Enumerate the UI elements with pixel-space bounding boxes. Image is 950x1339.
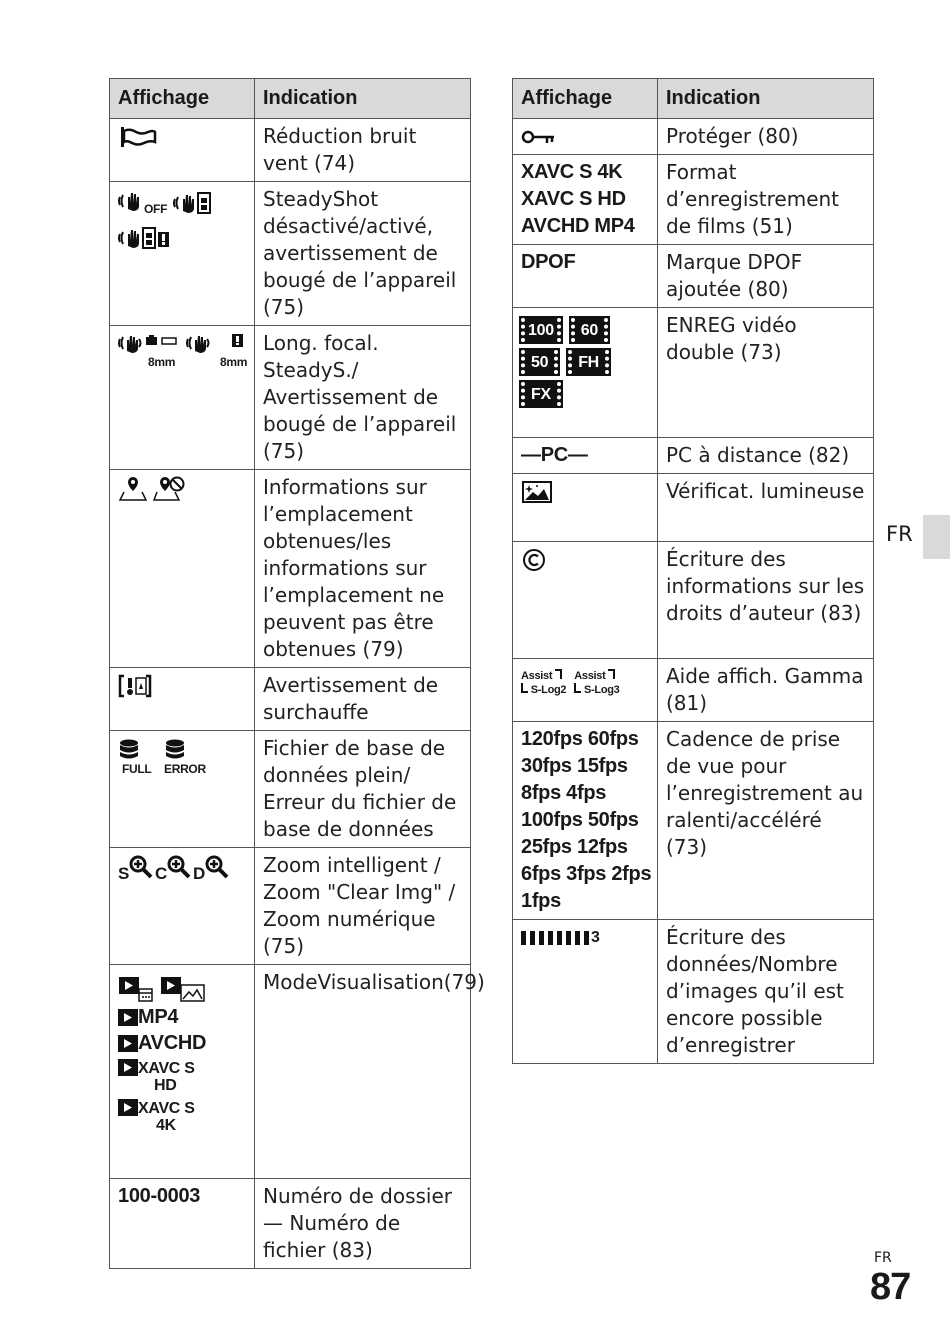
language-tab-label: FR [886, 522, 913, 546]
database-full-label: FULL [122, 762, 152, 776]
overheating-warning-icon [118, 673, 152, 699]
table-row [110, 668, 471, 731]
indication-cell: ModeVisualisation(79) [255, 965, 471, 1179]
display-cell [513, 474, 658, 542]
gamma-assist-slog3-icon [574, 669, 619, 697]
view-mode-xavcs-hd-icon [118, 1059, 248, 1095]
4k-label: 4K [156, 1117, 176, 1134]
table-row [110, 965, 471, 1179]
fps-line: 30fps 15fps [521, 755, 628, 777]
header-display: Affichage [110, 79, 255, 119]
display-cell [110, 182, 255, 326]
dual-rec-100-icon [521, 318, 561, 342]
display-cell: —PC— [513, 438, 658, 474]
format-line: AVCHD MP4 [521, 215, 635, 237]
camera-shake-warning-icon [118, 226, 170, 258]
table-row [513, 438, 874, 474]
format-line: XAVC S HD [521, 188, 626, 210]
location-unavailable-icon [153, 474, 187, 510]
steadyshot-on-icon [173, 191, 213, 223]
display-cell [513, 155, 658, 245]
table-row [110, 1179, 471, 1269]
indication-cell: Aide affich. Gamma (81) [658, 659, 874, 722]
display-cell [110, 668, 255, 731]
dual-rec-60-icon [571, 318, 608, 342]
mp4-label: MP4 [138, 1006, 179, 1028]
table-row [513, 722, 874, 920]
footer-language: FR [874, 1250, 892, 1266]
view-mode-avchd-icon [118, 1033, 248, 1053]
clear-zoom-letter: C [155, 864, 168, 883]
bright-monitoring-icon [521, 479, 555, 505]
table-row [110, 182, 471, 326]
display-cell [110, 848, 255, 965]
fps-line: 8fps 4fps [521, 782, 607, 804]
assist-label: Assist [521, 670, 553, 682]
indication-cell: Avertissement de surchauffe [255, 668, 471, 731]
fps-line: 120fps 60fps [521, 728, 639, 750]
view-mode-xavcs-4k-icon [118, 1099, 248, 1135]
header-display: Affichage [513, 79, 658, 119]
fps-line: 6fps 3fps 2fps [521, 863, 652, 885]
table-row [110, 470, 471, 668]
assist-label-2: Assist [574, 670, 606, 682]
focal-length-warning-label: 8mm [220, 355, 248, 369]
database-full-icon [118, 738, 152, 776]
format-line: XAVC S 4K [521, 161, 623, 183]
table-header-row [513, 79, 874, 119]
steadyshot-off-label: OFF [144, 202, 168, 216]
steadyshot-focal-length-icon [118, 333, 182, 369]
display-cell [513, 542, 658, 659]
display-cell [110, 470, 255, 668]
table-row [513, 542, 874, 659]
dual-rec-fh-icon [568, 350, 609, 374]
display-cell [513, 119, 658, 155]
display-cell: DPOF [513, 245, 658, 308]
table-row [513, 155, 874, 245]
indication-cell: Protéger (80) [658, 119, 874, 155]
indication-cell: Réduction bruit vent (74) [255, 119, 471, 182]
steadyshot-off-icon [118, 189, 167, 223]
xavcs-4k-label: XAVC S [138, 1100, 195, 1117]
fps-line: 100fps 50fps [521, 809, 639, 831]
hd-label: HD [154, 1077, 177, 1094]
dual-rec-fx-icon [521, 382, 561, 406]
digital-zoom-letter: D [193, 864, 206, 883]
display-cell [110, 965, 255, 1179]
indication-cell: Vérificat. lumineuse [658, 474, 874, 542]
indication-cell: Marque DPOF ajoutée (80) [658, 245, 874, 308]
view-mode-mp4-icon [118, 1007, 248, 1027]
indication-cell: Cadence de prise de vue pour l’enregistrement au ralenti/accéléré (73) [658, 722, 874, 920]
xavcs-hd-label: XAVC S [138, 1060, 195, 1077]
indication-cell: ENREG vidéo double (73) [658, 308, 874, 438]
location-info-icon [118, 474, 148, 510]
dual-rec-50-label: 50 [531, 353, 549, 371]
header-indication: Indication [658, 79, 874, 119]
fps-line: 1fps [521, 890, 561, 912]
smart-zoom-icon [118, 855, 153, 887]
digital-zoom-icon [193, 855, 229, 887]
language-tab [923, 515, 950, 559]
indication-cell: Écriture des informations sur les droits d’auteur (83) [658, 542, 874, 659]
dual-rec-fh-label: FH [578, 353, 599, 371]
clear-image-zoom-icon [155, 855, 191, 887]
table-row [513, 474, 874, 542]
display-cell [513, 722, 658, 920]
steadyshot-focal-length-warning-icon [186, 333, 248, 369]
indication-cell: Zoom intelligent / Zoom "Clear Img" / Zoom numérique (75) [255, 848, 471, 965]
display-cell: 100-0003 [110, 1179, 255, 1269]
table-row [110, 848, 471, 965]
display-cell [110, 119, 255, 182]
slog3-label: S-Log3 [584, 684, 620, 696]
indication-cell: PC à distance (82) [658, 438, 874, 474]
copyright-icon [521, 547, 547, 573]
right-table [512, 78, 874, 1064]
indication-cell: SteadyShot désactivé/activé, avertissement de bougé de l’appareil (75) [255, 182, 471, 326]
table-header-row [110, 79, 471, 119]
smart-zoom-letter: S [118, 864, 130, 883]
view-mode-folder-icon [160, 975, 206, 1003]
slog2-label: S-Log2 [530, 684, 567, 696]
table-row [513, 659, 874, 722]
table-row [513, 920, 874, 1064]
fps-line: 25fps 12fps [521, 836, 628, 858]
table-row [513, 119, 874, 155]
table-row [110, 326, 471, 470]
table-row [110, 731, 471, 848]
wind-noise-reduction-icon [118, 123, 158, 151]
dual-rec-50-icon [521, 350, 558, 374]
database-error-label: ERROR [164, 762, 206, 776]
focal-length-label: 8mm [148, 355, 176, 369]
indication-cell: Informations sur l’emplacement obtenues/les informations sur l’emplacement ne peuvent pas être obtenues (79) [255, 470, 471, 668]
avchd-label: AVCHD [138, 1032, 207, 1054]
dual-rec-60-label: 60 [580, 321, 598, 339]
display-cell [513, 659, 658, 722]
write-data-bar-icon [521, 924, 600, 951]
indication-cell: Fichier de base de données plein/ Erreur du fichier de base de données [255, 731, 471, 848]
indication-cell: Écriture des données/Nombre d’images qu’il est encore possible d’enregistrer [658, 920, 874, 1064]
indication-cell: Long. focal. SteadyS./ Avertissement de bougé de l’appareil (75) [255, 326, 471, 470]
view-mode-date-icon [118, 975, 154, 1003]
page-number: 87 [870, 1266, 911, 1308]
display-cell [110, 326, 255, 470]
dual-rec-fx-label: FX [531, 385, 551, 403]
gamma-assist-slog2-icon [521, 669, 566, 697]
write-data-count: 3 [591, 929, 600, 947]
database-error-icon [164, 738, 206, 776]
indication-cell: Format d’enregistrement de films (51) [658, 155, 874, 245]
table-row [513, 308, 874, 438]
table-row [110, 119, 471, 182]
table-row [513, 245, 874, 308]
left-table [109, 78, 485, 1269]
indication-cell: Numéro de dossier — Numéro de fichier (83) [255, 1179, 471, 1269]
display-cell [513, 308, 658, 438]
protect-key-icon [521, 128, 557, 146]
dual-rec-100-label: 100 [528, 321, 554, 339]
display-cell [110, 731, 255, 848]
display-cell [513, 920, 658, 1064]
header-indication: Indication [255, 79, 471, 119]
